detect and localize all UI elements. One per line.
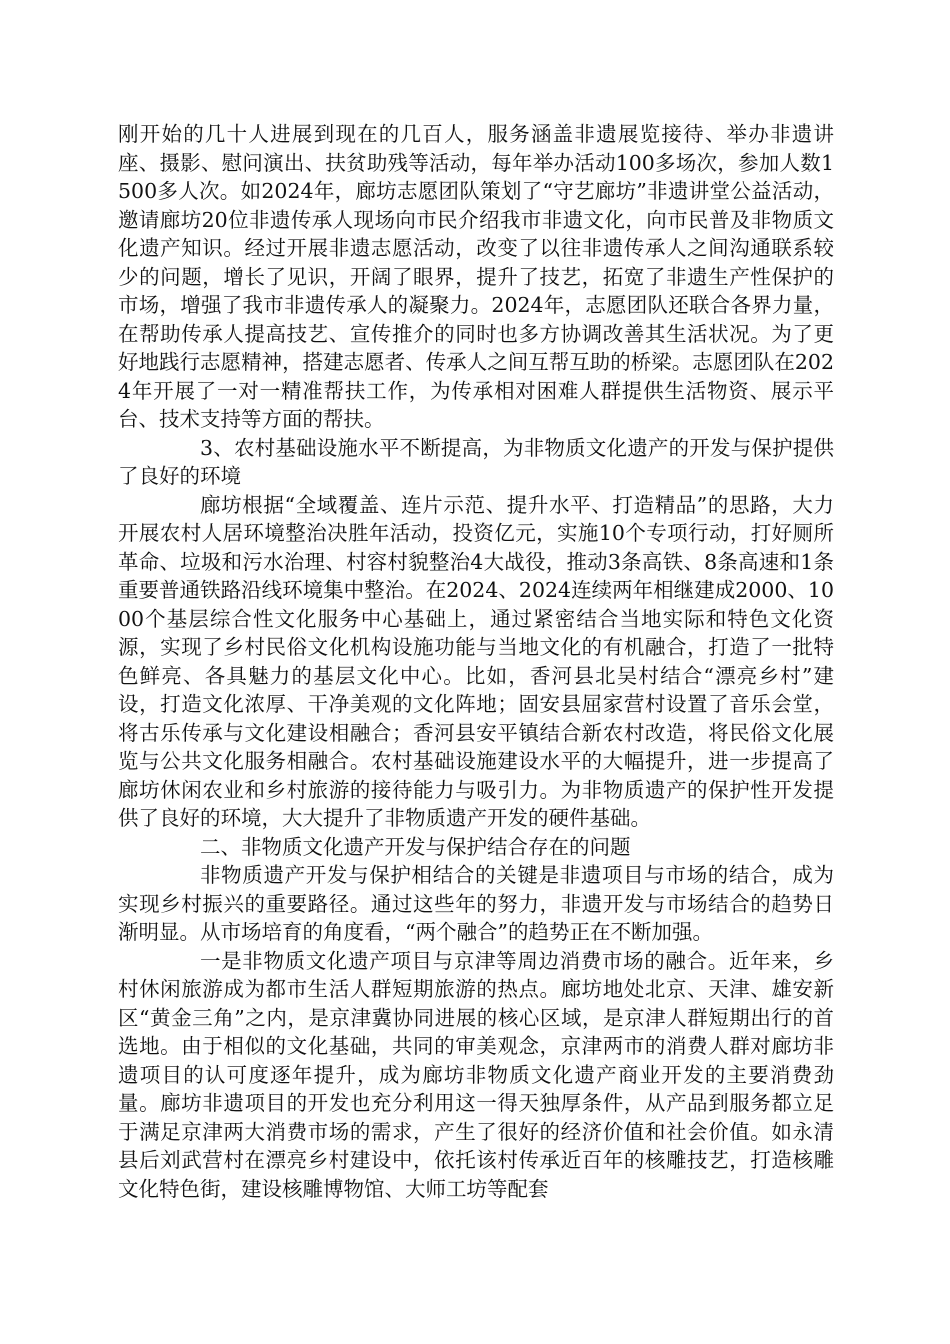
section-heading-rural-infrastructure: 3、农村基础设施水平不断提高，为非物质文化遗产的开发与保护提供了良好的环境 [118,435,834,488]
paragraph-beijing-tianjin-market: 一是非物质文化遗产项目与京津等周边消费市场的融合。近年来，乡村休闲旅游成为都市生活人群短期旅游的热点。廊坊地处北京、天津、雄安新区“黄金三角”之内，是京津冀协同进展的核心区域，是京津人群短期出行的首选地。由于相似的文化基础，共同的审美观念，京津两市的消费人群对廊坊非遗项目的认可度逐年提升，成为廊坊非物质文化遗产商业开发的主要消费劲量。廊坊非遗项目的开发也充分利用这一得天独厚条件，从产品到服务都立足于满足京津两大消费市场的需求，产生了很好的经济价值和社会价值。如永清县后刘武营村在漂亮乡村建设中，依托该村传承近百年的核雕技艺，打造核雕文化特色街，建设核雕博物馆、大师工坊等配套 [118,948,834,1201]
section-heading-problems: 二、非物质文化遗产开发与保护结合存在的问题 [200,834,631,859]
paragraph-market-integration: 非物质遗产开发与保护相结合的关键是非遗项目与市场的结合，成为实现乡村振兴的重要路径。通过这些年的努力，非遗开发与市场结合的趋势日渐明显。从市场培育的角度看，“两个融合”的趋势正在不断加强。 [118,863,834,944]
document-body [118,120,834,1203]
paragraph-volunteer-team: 刚开始的几十人进展到现在的几百人，服务涵盖非遗展览接待、举办非遗讲座、摄影、慰问演出、扶贫助残等活动，每年举办活动100多场次，参加人数1500多人次。如2024年，廊坊志愿团队策划了“守艺廊坊”非遗讲堂公益活动，邀请廊坊20位非遗传承人现场向市民介绍我市非遗文化，向市民普及非物质文化遗产知识。经过开展非遗志愿活动，改变了以往非遗传承人之间沟通联系较少的问题，增长了见识，开阔了眼界，提升了技艺，拓宽了非遗生产性保护的市场，增强了我市非遗传承人的凝聚力。2024年，志愿团队还联合各界力量，在帮助传承人提高技艺、宣传推介的同时也多方协调改善其生活状况。为了更好地践行志愿精神，搭建志愿者、传承人之间互帮互助的桥梁。志愿团队在2024年开展了一对一精准帮扶工作，为传承相对困难人群提供生活物资、展示平台、技术支持等方面的帮扶。 [118,122,834,431]
paragraph-rural-infrastructure: 廊坊根据“全域覆盖、连片示范、提升水平、打造精品”的思路，大力开展农村人居环境整治决胜年活动，投资亿元，实施10个专项行动，打好厕所革命、垃圾和污水治理、村容村貌整治4大战役，推动3条高铁、8条高速和1条重要普通铁路沿线环境集中整治。在2024、2024连续两年相继建成2000、1000个基层综合性文化服务中心基础上，通过紧密结合当地实际和特色文化资源，实现了乡村民俗文化机构设施功能与当地文化的有机融合，打造了一批特色鲜亮、各具魅力的基层文化中心。比如，香河县北吴村结合“漂亮乡村”建设，打造文化浓厚、干净美观的文化阵地；固安县屈家营村设置了音乐会堂，将古乐传承与文化建设相融合；香河县安平镇结合新农村改造，将民俗文化展览与公共文化服务相融合。农村基础设施建设水平的大幅提升，进一步提高了廊坊休闲农业和乡村旅游的接待能力与吸引力。为非物质遗产的保护性开发提供了良好的环境，大大提升了非物质遗产开发的硬件基础。 [118,492,834,830]
